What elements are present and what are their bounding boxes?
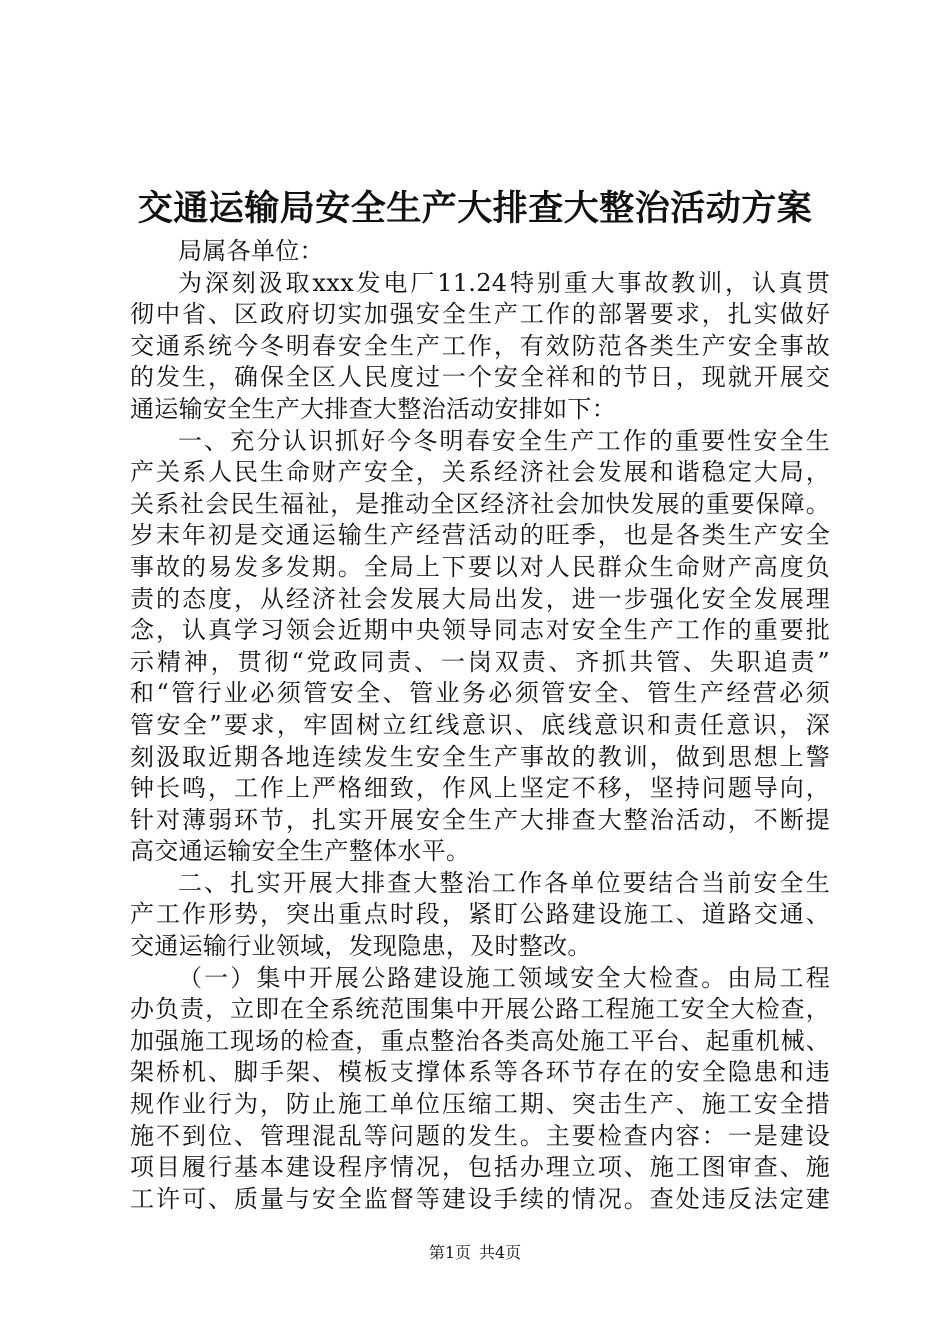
document-title: 交通运输局安全生产大排查大整治活动方案 xyxy=(137,188,813,229)
page-number-current: 第1页 xyxy=(428,1243,471,1262)
body-line: 一、充分认识抓好今冬明春安全生产工作的重要性安全生 xyxy=(178,426,830,455)
body-line: 产关系人民生命财产安全，关系经济社会发展和谐稳定大局， xyxy=(130,458,830,487)
body-line: 刻汲取近期各地连续发生安全生产事故的教训，做到思想上警 xyxy=(130,742,830,771)
body-line: 钟长鸣，工作上严格细致，作风上坚定不移，坚持问题导向， xyxy=(130,774,830,803)
body-line: 高交通运输安全生产整体水平。 xyxy=(130,837,471,866)
body-line: 彻中省、区政府切实加强安全生产工作的部署要求，扎实做好 xyxy=(130,300,830,329)
body-line: 工许可、质量与安全监督等建设手续的情况。查处违反法定建 xyxy=(130,1184,830,1213)
body-line: 针对薄弱环节，扎实开展安全生产大排查大整治活动，不断提 xyxy=(130,805,830,834)
document-body xyxy=(130,236,830,1215)
page-footer xyxy=(0,1242,950,1264)
body-line: 架桥机、脚手架、模板支撑体系等各环节存在的安全隐患和违 xyxy=(130,1058,830,1087)
body-line: 项目履行基本建设程序情况，包括办理立项、施工图审查、施 xyxy=(130,1153,830,1182)
body-line: 通运输安全生产大排查大整治活动安排如下： xyxy=(130,394,616,423)
body-line: 念，认真学习领会近期中央领导同志对安全生产工作的重要批 xyxy=(130,616,830,645)
body-line: 事故的易发多发期。全局上下要以对人民群众生命财产高度负 xyxy=(130,552,830,581)
body-line: 施不到位、管理混乱等问题的发生。主要检查内容：一是建设 xyxy=(130,1121,830,1150)
body-line: 管安全”要求，牢固树立红线意识、底线意识和责任意识，深 xyxy=(130,710,830,739)
body-line: 为深刻汲取xxx发电厂11.24特别重大事故教训，认真贯 xyxy=(178,268,830,297)
body-line: 产工作形势，突出重点时段，紧盯公路建设施工、道路交通、 xyxy=(130,900,830,929)
body-line: 关系社会民生福祉，是推动全区经济社会加快发展的重要保障。 xyxy=(130,489,830,518)
body-line: 交通运输行业领域，发现隐患，及时整改。 xyxy=(130,932,592,961)
body-line: 交通系统今冬明春安全生产工作，有效防范各类生产安全事故 xyxy=(130,331,830,360)
body-line: 责的态度，从经济社会发展大局出发，进一步强化安全发展理 xyxy=(130,584,830,613)
body-line: 办负责，立即在全系统范围集中开展公路工程施工安全大检查， xyxy=(130,995,830,1024)
body-line: 示精神，贯彻“党政同责、一岗双责、齐抓共管、失职追责” xyxy=(130,647,830,676)
body-line: （一）集中开展公路建设施工领域安全大检查。由局工程 xyxy=(178,963,830,992)
body-line: 二、扎实开展大排查大整治工作各单位要结合当前安全生 xyxy=(178,868,830,897)
body-line: 的发生，确保全区人民度过一个安全祥和的节日，现就开展交 xyxy=(130,363,830,392)
body-line: 岁末年初是交通运输生产经营活动的旺季，也是各类生产安全 xyxy=(130,521,830,550)
body-line: 加强施工现场的检查，重点整治各类高处施工平台、起重机械、 xyxy=(130,1026,830,1055)
body-line: 局属各单位： xyxy=(178,237,324,265)
body-line: 规作业行为，防止施工单位压缩工期、突击生产、施工安全措 xyxy=(130,1090,830,1119)
body-line: 和“管行业必须管安全、管业务必须管安全、管生产经营必须 xyxy=(130,679,830,708)
page-number-total: 共4页 xyxy=(479,1243,522,1262)
